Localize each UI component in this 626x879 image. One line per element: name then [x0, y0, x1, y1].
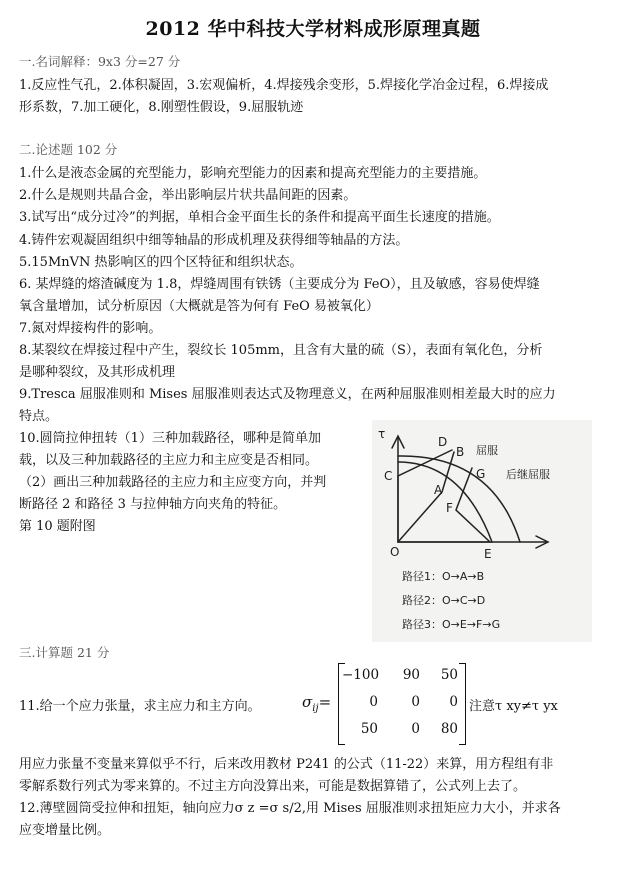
- label-B: B: [456, 445, 465, 459]
- question-2: 2.什么是规则共晶合金，举出影响层片状共晶间距的因素。: [19, 188, 357, 203]
- question-5: 5.15MnVN 热影响区的四个区特征和组织状态。: [19, 255, 303, 270]
- question-4: 4.铸件宏观凝固组织中细等轴晶的形成机理及获得细等轴晶的方法。: [19, 233, 409, 248]
- question-9-line2: 特点。: [19, 409, 59, 424]
- matrix-cell: 50: [440, 667, 458, 683]
- question-12-line1: 12.薄壁圆筒受拉伸和扭矩，轴向应力σ z =σ s/2,用 Mises 屈服准则求扭矩应力大小，并求各: [19, 801, 561, 816]
- label-A: A: [434, 483, 443, 497]
- section1-terms-line2: 形系数，7.加工硬化，8.刚塑性假设，9.屈服轨迹: [19, 100, 304, 115]
- question-11-note: 注意τ xy≠τ yx: [469, 699, 558, 714]
- question-11-text: 11.给一个应力张量，求主应力和主方向。: [19, 699, 261, 714]
- label-F: F: [446, 501, 453, 515]
- loading-path-OAB: [398, 452, 454, 542]
- question-7: 7.氮对焊接构件的影响。: [19, 321, 162, 336]
- page-title: 2012 华中科技大学材料成形原理真题: [145, 18, 481, 40]
- stress-tensor-matrix: [338, 663, 466, 743]
- question-12-line2: 应变增量比例。: [19, 823, 111, 838]
- question-10-line2: 载，以及三种加载路径的主应力和主应变是否相同。: [19, 453, 319, 468]
- subsequent-yield-curve: [398, 456, 520, 542]
- loading-path-OCD: [398, 450, 452, 542]
- label-C: C: [384, 469, 393, 483]
- yield-locus-figure: [372, 420, 592, 642]
- section2-heading: 二.论述题 102 分: [19, 142, 118, 157]
- question-11-comment-line2: 零解系数行列式为零来算的。不过主方向没算出来，可能是数据算错了，公式列上去了。: [19, 779, 527, 794]
- question-6-line2: 氧含量增加，试分析原因（大概就是答为何有 FeO 易被氧化）: [19, 299, 379, 314]
- section3-heading: 三.计算题 21 分: [19, 645, 110, 660]
- question-1: 1.什么是液态金属的充型能力，影响充型能力的因素和提高充型能力的主要措施。: [19, 166, 487, 181]
- stress-tensor-symbol: $\sigma_{ij}=$: [302, 693, 332, 714]
- path1-label: 路径1：O→A→B: [402, 570, 485, 583]
- section1-terms-line1: 1.反应性气孔，2.体积凝固，3.宏观偏析，4.焊接残余变形，5.焊接化学冶金过程，6.焊接成: [19, 78, 549, 93]
- question-10-line1: 10.圆筒拉伸扭转（1）三种加载路径，哪种是简单加: [19, 431, 321, 446]
- matrix-cell: 90: [402, 667, 420, 683]
- question-3: 3.试写出“成分过冷”的判据，单相合金平面生长的条件和提高平面生长速度的措施。: [19, 210, 500, 225]
- question-11-comment-line1: 用应力张量不变量来算似乎不行，后来改用教材 P241 的公式（11-22）来算，用方程组有非: [19, 757, 554, 772]
- label-G: G: [476, 467, 486, 481]
- label-D: D: [438, 435, 448, 449]
- label-O: O: [390, 545, 400, 559]
- question-10-line4: 断路径 2 和路径 3 与拉伸轴方向夹角的特征。: [19, 497, 287, 512]
- yield-locus-sketch: [372, 420, 592, 642]
- matrix-cell: 80: [440, 721, 458, 737]
- matrix-cell: 0: [449, 694, 458, 710]
- matrix-cell: 0: [369, 694, 378, 710]
- question-9-line1: 9.Tresca 屈服准则和 Mises 屈服准则表达式及物理意义，在两种屈服准则相差最大时的应力: [19, 387, 556, 402]
- label-tau: τ: [378, 427, 386, 441]
- matrix-cell: 0: [411, 694, 420, 710]
- path3-label: 路径3：O→E→F→G: [402, 618, 501, 631]
- label-yield: 屈服: [476, 444, 498, 457]
- question-10-figure-caption: 第 10 题附图: [19, 519, 96, 534]
- label-E: E: [484, 547, 492, 561]
- question-10-line3: （2）画出三种加载路径的主应力和主应变方向，并判: [19, 475, 327, 490]
- matrix-cell: −100: [342, 667, 380, 683]
- matrix-cell: 50: [360, 721, 378, 737]
- question-8-line2: 是哪种裂纹，及其形成机理: [19, 365, 176, 380]
- matrix-cell: 0: [411, 721, 420, 737]
- label-subsequent-yield: 后继屈服: [506, 468, 550, 481]
- path2-label: 路径2：O→C→D: [402, 594, 486, 607]
- section1-heading: 一.名词解释：9x3 分=27 分: [19, 54, 181, 69]
- matrix-right-bracket: [459, 663, 466, 745]
- question-6-line1: 6. 某焊缝的熔渣碱度为 1.8，焊缝周围有铁锈（主要成分为 FeO），且及敏感，容易使焊缝: [19, 277, 540, 292]
- question-8-line1: 8.某裂纹在焊接过程中产生，裂纹长 105mm，且含有大量的硫（S），表面有氧化色，分析: [19, 343, 543, 358]
